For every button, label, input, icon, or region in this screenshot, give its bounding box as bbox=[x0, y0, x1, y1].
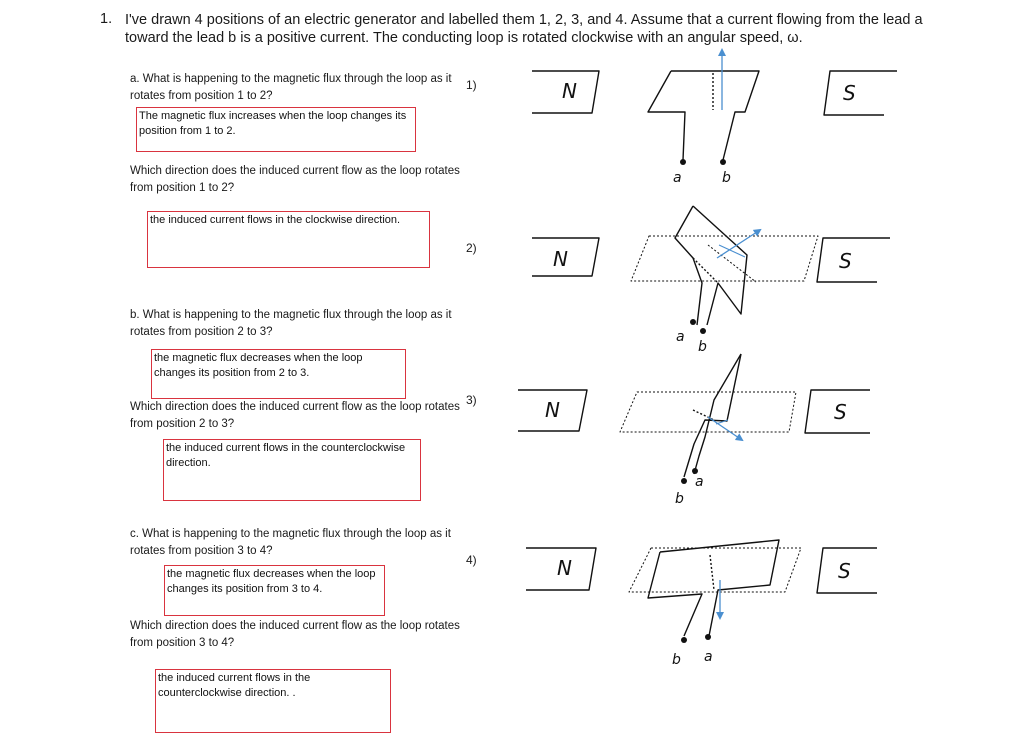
pos3-lead-b-label: b bbox=[675, 491, 684, 507]
pos4-north-label: N bbox=[557, 556, 572, 580]
pos1-north-label: N bbox=[562, 79, 577, 103]
pos3-north-label: N bbox=[545, 398, 560, 422]
part-a-direction-question: Which direction does the induced current flow as the loop rotates from position 1 to 2? bbox=[130, 165, 460, 194]
question-text: I've drawn 4 positions of an electric generator and labelled them 1, 2, 3, and 4. Assume that a current flowing from the lead a toward the lead b is a positive current. The conducting loop is rotated clockwise with an angular speed, ω. bbox=[125, 12, 923, 46]
pos2-lead-b-label: b bbox=[698, 339, 707, 355]
part-a-direction-answer[interactable]: the induced current flows in the clockwise direction. bbox=[147, 211, 430, 268]
part-c-direction-answer[interactable]: the induced current flows in the counterclockwise direction. . bbox=[155, 669, 391, 733]
position-1-diagram bbox=[532, 50, 897, 165]
question-number: 1. bbox=[100, 11, 113, 27]
position-2-diagram bbox=[532, 206, 890, 334]
part-b-direction-answer[interactable]: the induced current flows in the counterclockwise direction. bbox=[163, 439, 421, 501]
position-label-2: 2) bbox=[466, 241, 477, 255]
pos2-south-label: S bbox=[839, 249, 852, 273]
position-4-diagram bbox=[526, 540, 877, 643]
part-a-flux-question: a. What is happening to the magnetic flux through the loop as it rotates from position 1 to 2? bbox=[130, 73, 452, 102]
pos4-south-label: S bbox=[838, 559, 851, 583]
part-b-flux-question: b. What is happening to the magnetic flux through the loop as it rotates from position 2 to 3? bbox=[130, 309, 452, 338]
part-a-flux-answer[interactable]: The magnetic flux increases when the loop changes its position from 1 to 2. bbox=[136, 107, 416, 152]
position-label-3: 3) bbox=[466, 393, 477, 407]
pos3-south-label: S bbox=[834, 400, 847, 424]
pos1-south-label: S bbox=[843, 81, 856, 105]
pos1-lead-a-label: a bbox=[673, 170, 682, 186]
position-label-1: 1) bbox=[466, 78, 477, 92]
pos4-lead-a-label: a bbox=[704, 649, 713, 665]
pos3-lead-a-label: a bbox=[695, 474, 704, 490]
part-c-flux-question: c. What is happening to the magnetic flux through the loop as it rotates from position 3 to 4? bbox=[130, 528, 451, 557]
position-label-4: 4) bbox=[466, 553, 477, 567]
pos1-lead-b-label: b bbox=[722, 170, 731, 186]
pos2-lead-a-label: a bbox=[676, 329, 685, 345]
part-c-flux-answer[interactable]: the magnetic flux decreases when the loop changes its position from 3 to 4. bbox=[164, 565, 385, 616]
part-b-direction-question: Which direction does the induced current flow as the loop rotates from position 2 to 3? bbox=[130, 401, 460, 430]
pos4-lead-b-label: b bbox=[672, 652, 681, 668]
part-b-flux-answer[interactable]: the magnetic flux decreases when the loop changes its position from 2 to 3. bbox=[151, 349, 406, 399]
position-3-diagram bbox=[518, 354, 870, 484]
part-c-direction-question: Which direction does the induced current flow as the loop rotates from position 3 to 4? bbox=[130, 620, 460, 649]
pos2-north-label: N bbox=[553, 247, 568, 271]
